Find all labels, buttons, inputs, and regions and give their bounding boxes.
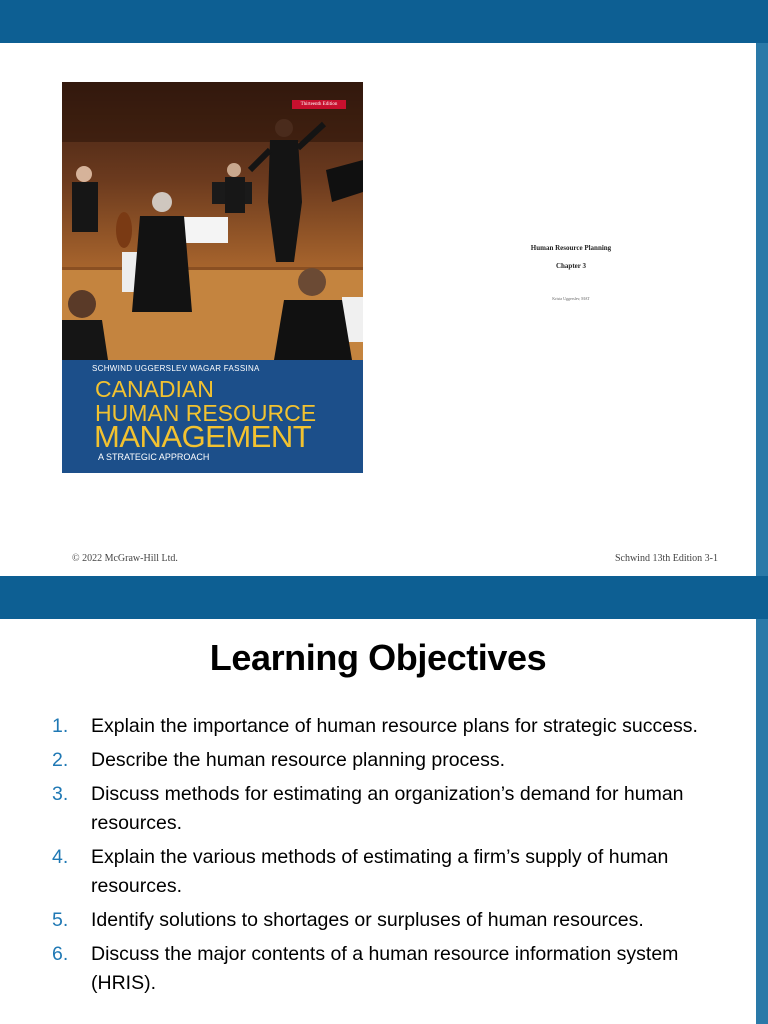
edition-badge: Thirteenth Edition <box>292 100 346 109</box>
objective-text: Explain the various methods of estimating a firm’s supply of human resources. <box>91 846 669 897</box>
objective-number: 5. <box>52 909 69 931</box>
cover-title-line2: HUMAN RESOURCE <box>95 400 317 426</box>
objective-number: 4. <box>52 846 69 868</box>
objective-text: Describe the human resource planning process. <box>91 749 506 771</box>
objective-text: Identify solutions to shortages or surpluses of human resources. <box>91 909 644 931</box>
cover-title-line1: CANADIAN <box>95 376 214 402</box>
slide-author: Krista Uggerslev, MAT <box>552 296 590 301</box>
objective-item <box>52 712 742 741</box>
orchestra-illustration <box>62 82 363 360</box>
objective-item <box>52 940 742 998</box>
slide1-right-edge <box>756 43 768 576</box>
objective-item <box>52 843 742 901</box>
slide1-top-band <box>0 0 768 43</box>
objective-item <box>52 746 742 775</box>
objective-item <box>52 906 742 935</box>
objective-text: Discuss the major contents of a human resource information system (HRIS). <box>91 943 679 994</box>
cover-title-block <box>62 360 363 473</box>
slide-title: Human Resource Planning <box>530 244 612 252</box>
objective-text: Discuss methods for estimating an organization’s demand for human resources. <box>91 783 684 834</box>
book-cover <box>62 82 363 473</box>
slide2-right-edge <box>756 619 768 1024</box>
objective-number: 1. <box>52 715 69 737</box>
objective-number: 3. <box>52 783 69 805</box>
cover-photo-orchestra <box>62 82 363 360</box>
objective-number: 6. <box>52 943 69 965</box>
cover-title-line3: MANAGEMENT <box>94 419 312 454</box>
cover-authors: SCHWIND UGGERSLEV WAGAR FASSINA <box>92 364 260 373</box>
learning-objectives-heading: Learning Objectives <box>209 637 547 678</box>
cover-subtitle: A STRATEGIC APPROACH <box>98 452 210 462</box>
slide2-top-band <box>0 576 768 619</box>
slide-chapter: Chapter 3 <box>555 262 586 270</box>
copyright-footer: © 2022 McGraw-Hill Ltd. <box>72 553 178 564</box>
objective-number: 2. <box>52 749 69 771</box>
objective-item <box>52 780 742 838</box>
objectives-list <box>52 712 742 1003</box>
slide-number-footer: Schwind 13th Edition 3-1 <box>614 553 718 564</box>
objective-text: Explain the importance of human resource plans for strategic success. <box>91 715 698 737</box>
